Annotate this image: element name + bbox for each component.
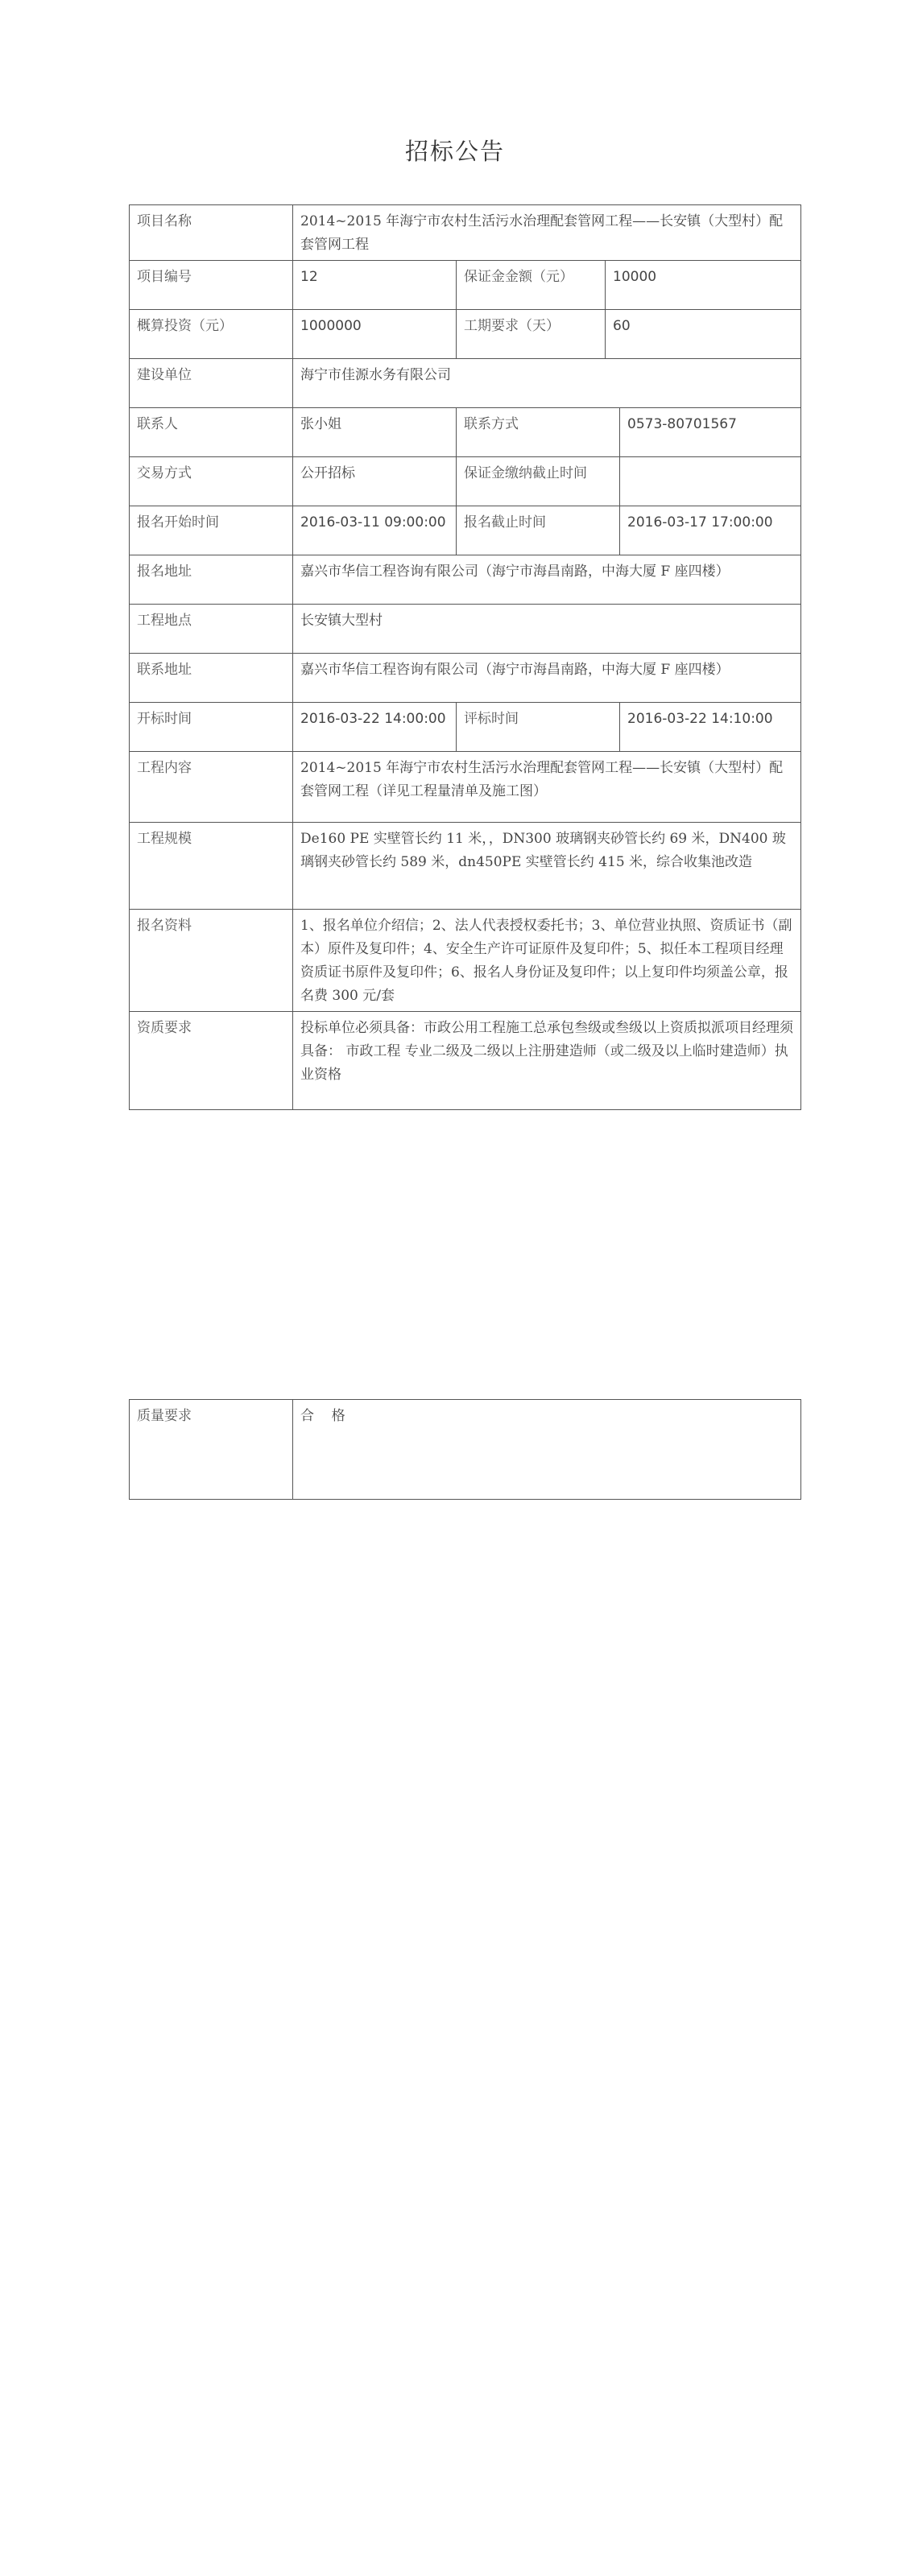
- budget-label: 概算投资（元）: [130, 310, 293, 359]
- materials-label: 报名资料: [130, 910, 293, 1012]
- site-label: 工程地点: [130, 605, 293, 654]
- quality-table: [129, 1399, 801, 1500]
- row-content: [130, 752, 801, 823]
- reg-start-value: 2016-03-11 09:00:00: [293, 506, 457, 555]
- content-value: 2014~2015 年海宁市农村生活污水治理配套管网工程——长安镇（大型村）配套管网工程（详见工程量清单及施工图）: [293, 752, 801, 823]
- deposit-value: 10000: [606, 261, 801, 310]
- contact-label: 联系人: [130, 408, 293, 457]
- quality-value: 合 格: [293, 1400, 801, 1500]
- deposit-label: 保证金金额（元）: [457, 261, 606, 310]
- contact-address-label: 联系地址: [130, 654, 293, 703]
- contact-address-value: 嘉兴市华信工程咨询有限公司（海宁市海昌南路，中海大厦 F 座四楼）: [293, 654, 801, 703]
- qualification-value: 投标单位必须具备：市政公用工程施工总承包叁级或叁级以上资质拟派项目经理须具备： 市政工程 专业二级及二级以上注册建造师（或二级及以上临时建造师）执业资格: [293, 1012, 801, 1110]
- reg-address-label: 报名地址: [130, 555, 293, 605]
- row-registration-time: [130, 506, 801, 555]
- row-project-name: [130, 205, 801, 261]
- deposit-deadline-value: [620, 457, 801, 506]
- builder-label: 建设单位: [130, 359, 293, 408]
- row-budget: [130, 310, 801, 359]
- project-no-value: 12: [293, 261, 457, 310]
- scale-value: De160 PE 实壁管长约 11 米，，DN300 玻璃钢夹砂管长约 69 米，DN400 玻璃钢夹砂管长约 589 米，dn450PE 实壁管长约 415 米，综合收集池改造: [293, 823, 801, 910]
- row-materials: [130, 910, 801, 1012]
- budget-value: 1000000: [293, 310, 457, 359]
- project-name-label: 项目名称: [130, 205, 293, 261]
- document-title: 招标公告: [404, 138, 505, 165]
- trade-method-value: 公开招标: [293, 457, 457, 506]
- materials-value: 1、报名单位介绍信；2、法人代表授权委托书；3、单位营业执照、资质证书（副本）原件及复印件；4、安全生产许可证原件及复印件；5、拟任本工程项目经理资质证书原件及复印件；6、报名人身份证及复印件；以上复印件均须盖公章，报名费 300 元/套: [293, 910, 801, 1012]
- reg-end-label: 报名截止时间: [457, 506, 620, 555]
- row-contact: [130, 408, 801, 457]
- quality-label: 质量要求: [130, 1400, 293, 1500]
- reg-end-value: 2016-03-17 17:00:00: [620, 506, 801, 555]
- row-open-time: [130, 703, 801, 752]
- site-value: 长安镇大型村: [293, 605, 801, 654]
- reg-address-value: 嘉兴市华信工程咨询有限公司（海宁市海昌南路，中海大厦 F 座四楼）: [293, 555, 801, 605]
- duration-label: 工期要求（天）: [457, 310, 606, 359]
- phone-label: 联系方式: [457, 408, 620, 457]
- open-time-value: 2016-03-22 14:00:00: [293, 703, 457, 752]
- duration-value: 60: [606, 310, 801, 359]
- row-scale: [130, 823, 801, 910]
- eval-time-label: 评标时间: [457, 703, 620, 752]
- row-site: [130, 605, 801, 654]
- tender-info-table: [129, 204, 801, 1110]
- project-name-value: 2014~2015 年海宁市农村生活污水治理配套管网工程——长安镇（大型村）配套管网工程: [293, 205, 801, 261]
- row-qualification: [130, 1012, 801, 1110]
- deposit-deadline-label: 保证金缴纳截止时间: [457, 457, 620, 506]
- row-builder: [130, 359, 801, 408]
- row-project-no: [130, 261, 801, 310]
- phone-value: 0573-80701567: [620, 408, 801, 457]
- open-time-label: 开标时间: [130, 703, 293, 752]
- qualification-label: 资质要求: [130, 1012, 293, 1110]
- row-trade-method: [130, 457, 801, 506]
- contact-value: 张小姐: [293, 408, 457, 457]
- scale-label: 工程规模: [130, 823, 293, 910]
- builder-value: 海宁市佳源水务有限公司: [293, 359, 801, 408]
- eval-time-value: 2016-03-22 14:10:00: [620, 703, 801, 752]
- row-quality: [130, 1400, 801, 1500]
- reg-start-label: 报名开始时间: [130, 506, 293, 555]
- project-no-label: 项目编号: [130, 261, 293, 310]
- trade-method-label: 交易方式: [130, 457, 293, 506]
- row-contact-address: [130, 654, 801, 703]
- row-reg-address: [130, 555, 801, 605]
- content-label: 工程内容: [130, 752, 293, 823]
